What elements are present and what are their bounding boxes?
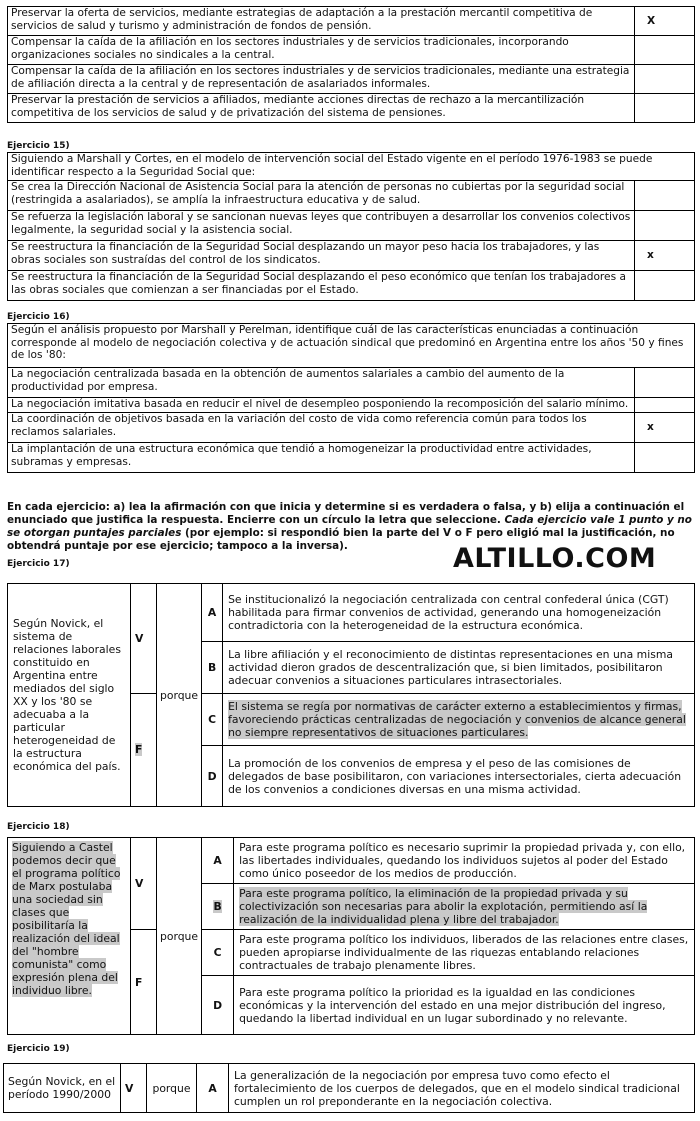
- altillo-logo: ALTILLO.COM: [453, 543, 657, 574]
- option-text: La implantación de una estructura económica que tendió a homogeneizar la productividad entre actividades, subramas y empresas.: [8, 443, 635, 473]
- option-letter-a[interactable]: A: [197, 1064, 229, 1113]
- option-text-a: La generalización de la negociación por empresa tuvo como efecto el fortalecimiento de los cuerpos de delegados, que en el modelo sindical tradicional cumplen un rol preponderante en la negociación colectiva.: [229, 1064, 695, 1113]
- exercise-17-title: Ejercicio 17): [7, 559, 70, 569]
- option-text-d: La promoción de los convenios de empresa y el peso de las comisiones de delegados de base posibilitaron, con variaciones intersectoriales, cierta adecuación de los convenios a condiciones diversas en una misma actividad.: [223, 746, 695, 807]
- option-text: Compensar la caída de la afiliación en los sectores industriales y de servicios tradicionales, incorporando organizaciones sociales no sindicales a la central.: [8, 36, 635, 65]
- option-row: [8, 7, 695, 36]
- exercise-18-table: [7, 837, 695, 1035]
- option-letter-b-highlight: B: [213, 900, 222, 913]
- option-row: [8, 413, 695, 443]
- option-text-b-highlight: Para este programa político, la eliminación de la propiedad privada y su colectivización son necesarias para abolir la explotación, permitiendo así la realización de la individualidad plena y libre del trabajador.: [239, 887, 648, 926]
- porque-label: porque: [157, 584, 202, 807]
- exercise-16-question: Según el análisis propuesto por Marshall y Perelman, identifique cuál de las características enunciadas a continuación corresponde al modelo de negociación colectiva y de actuación sindical que predominó en Argentina entre los años '50 y fines de los '80:: [8, 324, 695, 368]
- option-text: Se reestructura la financiación de la Seguridad Social desplazando un mayor peso hacia los trabajadores, y las obras sociales son sustraídas del control de los sindicatos.: [8, 241, 635, 271]
- answer-mark: [635, 181, 695, 211]
- answer-mark: [635, 211, 695, 241]
- option-text: La coordinación de objetivos basada en la variación del costo de vida como referencia común para todos los reclamos salariales.: [8, 413, 635, 443]
- answer-mark: [635, 398, 695, 413]
- option-text: Preservar la prestación de servicios a afiliados, mediante acciones directas de rechazo a la mercantilización competitiva de los servicios de salud y de privatización del sistema de pensiones.: [8, 94, 635, 123]
- option-row: [8, 241, 695, 271]
- exercise-19-statement: Según Novick, en el período 1990/2000: [4, 1064, 121, 1113]
- option-row: [8, 94, 695, 123]
- option-text: La negociación centralizada basada en la obtención de aumentos salariales a cambio del aumento de la productividad por empresa.: [8, 368, 635, 398]
- option-text: Se crea la Dirección Nacional de Asistencia Social para la atención de personas no cubiertas por la seguridad social (restringida a asalariados), se amplía la infraestructura educativa y de salud.: [8, 181, 635, 211]
- option-text-c: Para este programa político los individuos, liberados de las relaciones entre clases, pueden apropiarse individualmente de las riquezas entablando relaciones contractuales de trabajo plenamente libres.: [234, 930, 695, 976]
- option-row: [8, 36, 695, 65]
- exercise-15-table: [7, 152, 695, 301]
- instructions-part1: En cada ejercicio: a) lea la afirmación con que inicia y determine si es verdadera o falsa, y b) elija a continuación el enunciado que justifica la respuesta. Encierre con un círculo la letra que seleccione.: [7, 501, 685, 526]
- option-letter-c[interactable]: C: [202, 930, 234, 976]
- answer-mark: [635, 271, 695, 301]
- option-row: [8, 65, 695, 94]
- answer-mark: x: [635, 241, 695, 271]
- option-letter-a[interactable]: A: [202, 838, 234, 884]
- answer-mark: X: [635, 7, 695, 36]
- option-row: [8, 211, 695, 241]
- option-text-a: Se institucionalizó la negociación centralizada con central confederal única (CGT) habilitada para firmar convenios de actividad, generando una homogeneización contradictoria con la heterogeneidad de la estructura económica.: [223, 584, 695, 642]
- option-text: Se reestructura la financiación de la Seguridad Social desplazando el peso económico que tenían los trabajadores a las obras sociales que comienzan a ser financiadas por el Estado.: [8, 271, 635, 301]
- option-text-d: Para este programa político la prioridad es la igualdad en las condiciones económicas y la intervención del estado en una mejor distribución del ingreso, quedando la libertad individual en un lugar subordinado y no relevante.: [234, 976, 695, 1035]
- option-letter-d[interactable]: D: [202, 746, 223, 807]
- instructions-part3: (por ejemplo: si respondió bien la parte del V o F pero eligió mal la justificación, no obtendrá puntaje por ese ejercicio; tampoco a la inversa).: [7, 527, 675, 552]
- option-letter-a[interactable]: A: [202, 584, 223, 642]
- option-text-b: [234, 884, 695, 930]
- answer-mark: [635, 65, 695, 94]
- exercise-16-title: Ejercicio 16): [7, 312, 70, 322]
- exercise-18-statement: [8, 838, 131, 1035]
- options-table-14: [7, 6, 695, 123]
- false-option[interactable]: [131, 693, 157, 806]
- option-text: Compensar la caída de la afiliación en los sectores industriales y de servicios tradicionales, mediante una estrategia de afiliación directa a la central y de representación de asalariados informales.: [8, 65, 635, 94]
- exercise-18-title: Ejercicio 18): [7, 822, 70, 832]
- exercise-15-title: Ejercicio 15): [7, 141, 70, 151]
- option-letter-c[interactable]: C: [202, 693, 223, 745]
- option-row: [8, 398, 695, 413]
- option-text-c-highlight: El sistema se regía por normativas de carácter externo a establecimientos y firmas, favoreciendo prácticas centralizadas de negociación y convenios de alcance general no siempre representativos de situaciones particulares.: [228, 700, 686, 740]
- option-text-b: La libre afiliación y el reconocimiento de distintas representaciones en una misma actividad dieron grados de descentralización que, si bien limitados, posibilitaron adecuar convenios a situaciones particulares intrasectoriales.: [223, 641, 695, 693]
- exercise-19-table: [3, 1063, 695, 1113]
- answer-mark: [635, 443, 695, 473]
- option-letter-d[interactable]: D: [202, 976, 234, 1035]
- option-text: Se refuerza la legislación laboral y se sancionan nuevas leyes que contribuyen a desarrollar los convenios colectivos legalmente, la seguridad social y la asistencia social.: [8, 211, 635, 241]
- answer-mark: [635, 94, 695, 123]
- instructions-part2: Cada ejercicio vale 1 punto y no se otorgan puntajes parciales: [7, 514, 692, 539]
- exercise-16-table: [7, 323, 695, 473]
- option-row: [8, 368, 695, 398]
- exercise-17-statement: Según Novick, el sistema de relaciones laborales constituido en Argentina entre mediados del siglo XX y los '80 se adecuaba a la particular heterogeneidad de la estructura económica del país.: [8, 584, 131, 807]
- true-option[interactable]: V: [131, 838, 157, 930]
- option-row: [8, 271, 695, 301]
- exercise-17-table: [7, 583, 695, 807]
- option-row: [8, 181, 695, 211]
- option-text-c: [223, 693, 695, 745]
- exercise-18-statement-highlight: Siguiendo a Castel podemos decir que el programa político de Marx postulaba una sociedad sin clases que posibilitaría la realización del ideal del "hombre comunista" como expresión plena del individuo libre.: [12, 841, 121, 997]
- option-row: [8, 443, 695, 473]
- true-option[interactable]: V: [131, 584, 157, 694]
- porque-label: porque: [157, 838, 202, 1035]
- porque-label: porque: [147, 1064, 197, 1113]
- answer-mark: [635, 36, 695, 65]
- false-option-label: F: [135, 743, 143, 757]
- exercise-19-title: Ejercicio 19): [7, 1044, 70, 1054]
- option-letter-b[interactable]: B: [202, 641, 223, 693]
- option-text: Preservar la oferta de servicios, mediante estrategias de adaptación a la prestación mercantil competitiva de servicios de salud y turismo y administración de fondos de pensión.: [8, 7, 635, 36]
- option-text: La negociación imitativa basada en reducir el nivel de desempleo posponiendo la recomposición del salario mínimo.: [8, 398, 635, 413]
- false-option[interactable]: F: [131, 930, 157, 1035]
- option-letter-b[interactable]: [202, 884, 234, 930]
- true-option[interactable]: V: [121, 1064, 147, 1113]
- exercise-15-question: Siguiendo a Marshall y Cortes, en el modelo de intervención social del Estado vigente en el período 1976-1983 se puede identificar respecto a la Seguridad Social que:: [8, 153, 695, 181]
- answer-mark: x: [635, 413, 695, 443]
- option-text-a: Para este programa político es necesario suprimir la propiedad privada y, con ello, las libertades individuales, quedando los individuos sujetos al poder del Estado como único poseedor de los medios de producción.: [234, 838, 695, 884]
- answer-mark: [635, 368, 695, 398]
